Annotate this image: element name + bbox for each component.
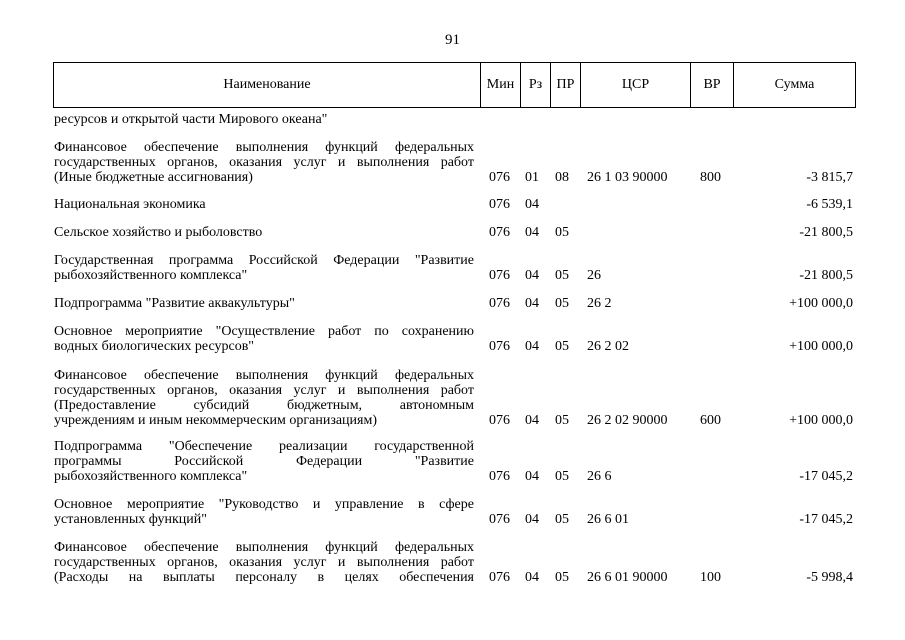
row-name [54,112,474,127]
row-name-line: (Иные бюджетные ассигнования) [54,170,253,185]
row-sum: -17 045,2 [799,512,853,527]
row-name-line: государственных органов, оказания услуг и выполнения работ [54,555,474,570]
row-sum: +100 000,0 [789,296,853,311]
row-name-line: рыбохозяйственного комплекса" [54,268,248,283]
row-name-line: Финансовое обеспечение выполнения функций федеральных [54,140,474,155]
row-pr: 05 [555,413,569,428]
table-row [0,253,905,283]
row-name-line: Финансовое обеспечение выполнения функций федеральных [54,368,474,383]
row-rz: 04 [525,413,539,428]
row-name [54,368,474,428]
row-name-line: учреждениям и иным некоммерческим организациям) [54,413,378,428]
table-row [0,296,905,311]
row-name-line: государственных органов, оказания услуг и выполнения работ [54,155,474,170]
row-name [54,140,474,185]
row-name-line: Государственная программа Российской Федерации "Развитие [54,253,474,268]
row-pr: 05 [555,570,569,585]
row-name-line: программы Российской Федерации "Развитие [54,454,474,469]
header-pr: ПР [551,63,581,107]
row-min: 076 [489,413,510,428]
row-rz: 04 [525,339,539,354]
row-name-line: Основное мероприятие "Осуществление работ по сохранению [54,324,474,339]
row-name-line: Сельское хозяйство и рыболовство [54,225,263,240]
row-csr: 26 6 [587,469,612,484]
row-csr: 26 6 01 [587,512,629,527]
header-name: Наименование [54,63,481,107]
row-min: 076 [489,170,510,185]
row-sum: +100 000,0 [789,413,853,428]
row-name-line: рыбохозяйственного комплекса" [54,469,248,484]
row-rz: 04 [525,512,539,527]
row-rz: 04 [525,570,539,585]
row-name-line: Основное мероприятие "Руководство и управление в сфере [54,497,474,512]
table-row [0,540,905,585]
row-name-line: (Расходы на выплаты персоналу в целях обеспечения [54,570,474,585]
row-name [54,225,474,240]
row-sum: -5 998,4 [806,570,853,585]
row-min: 076 [489,268,510,283]
row-pr: 05 [555,339,569,354]
table-row [0,197,905,212]
row-name-line: ресурсов и открытой части Мирового океана" [54,112,328,127]
row-min: 076 [489,296,510,311]
table-row [0,324,905,354]
row-min: 076 [489,225,510,240]
table-row [0,368,905,428]
row-csr: 26 [587,268,601,283]
row-vr: 600 [700,413,721,428]
row-rz: 01 [525,170,539,185]
row-pr: 05 [555,296,569,311]
header-sum: Сумма [774,77,815,92]
table-row [0,140,905,185]
row-name-line: Подпрограмма "Развитие аквакультуры" [54,296,295,311]
page-number: 91 [445,32,460,48]
row-rz: 04 [525,268,539,283]
row-name-line: (Предоставление субсидий бюджетным, автономным [54,398,474,413]
row-name-line: Национальная экономика [54,197,206,212]
header-vr: ВР [691,63,734,107]
row-name [54,324,474,354]
row-csr: 26 2 02 90000 [587,413,668,428]
row-pr: 05 [555,225,569,240]
row-pr: 05 [555,469,569,484]
row-name [54,439,474,484]
row-vr: 100 [700,570,721,585]
row-min: 076 [489,197,510,212]
row-csr: 26 2 [587,296,612,311]
row-rz: 04 [525,469,539,484]
row-sum: +100 000,0 [789,339,853,354]
row-name-line: установленных функций" [54,512,207,527]
row-name [54,540,474,585]
row-name [54,497,474,527]
header-csr: ЦСР [581,63,691,107]
row-name-line: водных биологических ресурсов" [54,339,255,354]
row-sum: -21 800,5 [799,268,853,283]
row-name-line: Подпрограмма "Обеспечение реализации государственной [54,439,474,454]
row-csr: 26 1 03 90000 [587,170,668,185]
row-csr: 26 2 02 [587,339,629,354]
row-csr: 26 6 01 90000 [587,570,668,585]
row-sum: -21 800,5 [799,225,853,240]
table-row [0,225,905,240]
row-name [54,296,474,311]
row-name [54,253,474,283]
row-min: 076 [489,339,510,354]
row-min: 076 [489,512,510,527]
header-min: Мин [481,63,521,107]
row-name [54,197,474,212]
row-sum: -3 815,7 [806,170,853,185]
row-rz: 04 [525,296,539,311]
row-min: 076 [489,469,510,484]
row-rz: 04 [525,197,539,212]
row-name-line: Финансовое обеспечение выполнения функций федеральных [54,540,474,555]
row-name-line: государственных органов, оказания услуг и выполнения работ [54,383,474,398]
row-min: 076 [489,570,510,585]
row-pr: 08 [555,170,569,185]
table-row [0,112,905,127]
row-sum: -17 045,2 [799,469,853,484]
row-pr: 05 [555,268,569,283]
row-rz: 04 [525,225,539,240]
row-pr: 05 [555,512,569,527]
row-sum: -6 539,1 [806,197,853,212]
row-vr: 800 [700,170,721,185]
header-rz: Рз [521,63,551,107]
table-row [0,497,905,527]
table-row [0,439,905,484]
